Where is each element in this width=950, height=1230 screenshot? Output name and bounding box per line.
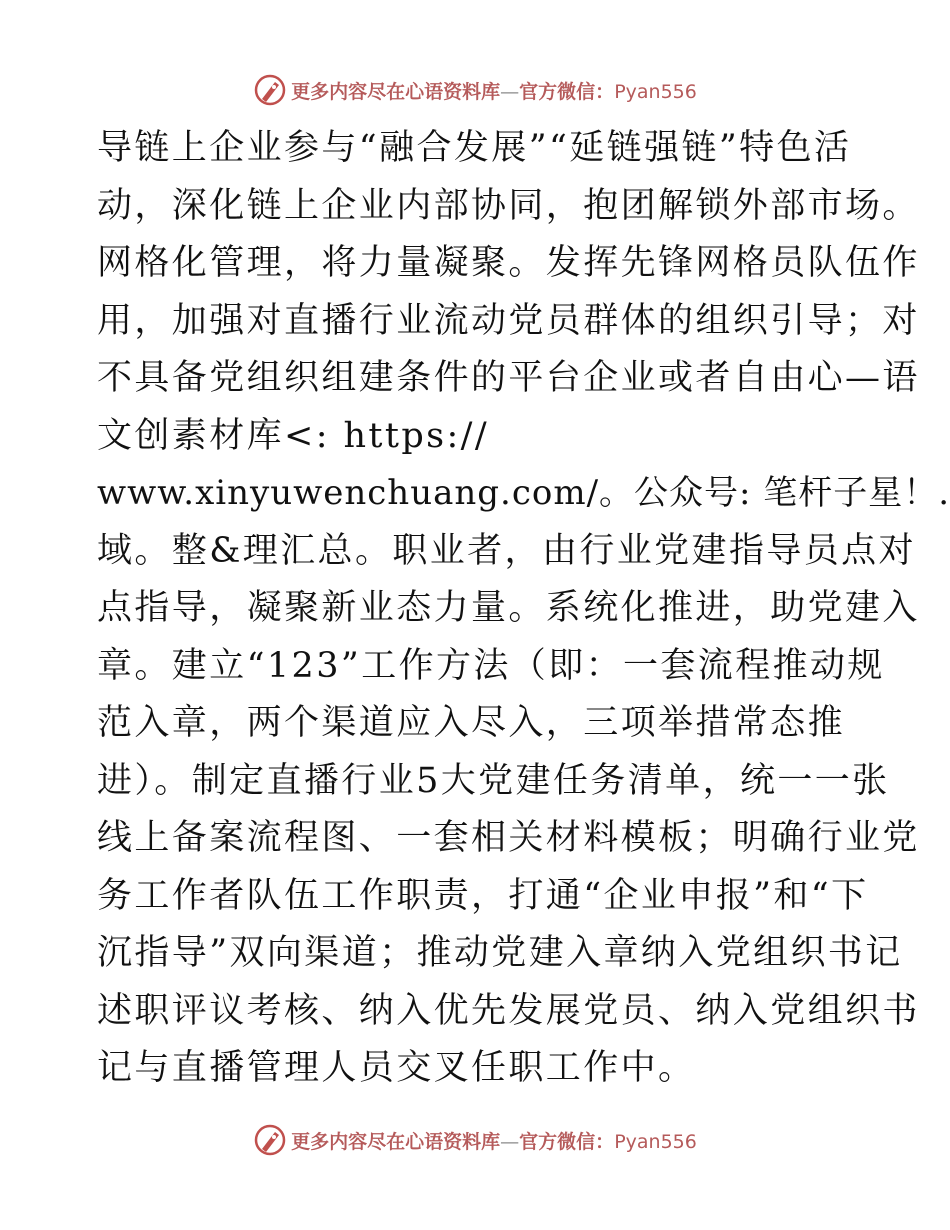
text-line: 动，深化链上企业内部协同，抱团解锁外部市场。 bbox=[97, 185, 920, 226]
pen-logo-icon bbox=[253, 1123, 287, 1157]
text-line: 线上备案流程图、一套相关材料模板；明确行业党 bbox=[97, 818, 920, 858]
wechat-id: Pyan556 bbox=[614, 1130, 697, 1153]
header-banner bbox=[0, 70, 950, 110]
text-line: 文创素材库<: https:// bbox=[97, 415, 490, 456]
text-line: 进）。制定直播行业5大党建任务清单，统一一张 bbox=[97, 760, 890, 801]
text-line: 述职评议考核、纳入优先发展党员、纳入党组织书 bbox=[97, 990, 920, 1031]
header-banner-text: 更多内容尽在心语资料库—官方微信：Pyan556 bbox=[291, 80, 697, 103]
text-line: 沉指导”双向渠道；推动党建入章纳入党组织书记 bbox=[97, 933, 903, 973]
footer-banner-text: 更多内容尽在心语资料库—官方微信：Pyan556 bbox=[291, 1130, 697, 1153]
text-line: 域。整&理汇总。职业者，由行业党建指导员点对 bbox=[97, 530, 916, 571]
text-line: 用，加强对直播行业流动党员群体的组织引导；对 bbox=[97, 300, 920, 341]
pen-logo-icon bbox=[253, 73, 287, 107]
text-line: 范入章，两个渠道应入尽入，三项举措常态推 bbox=[97, 703, 846, 743]
text-line: 导链上企业参与“融合发展”“延链强链”特色活 bbox=[97, 128, 852, 168]
text-line: 章。建立“123”工作方法（即：一套流程推动规 bbox=[97, 645, 885, 686]
footer-banner bbox=[0, 1120, 950, 1160]
text-line: 点指导，凝聚新业态力量。系统化推进，助党建入 bbox=[97, 588, 920, 628]
text-line: 记与直播管理人员交叉任职工作中。 bbox=[97, 1048, 696, 1088]
text-line: 务工作者队伍工作职责，打通“企业申报”和“下 bbox=[97, 875, 869, 916]
text-line: 不具备党组织组建条件的平台企业或者自由心—语 bbox=[97, 358, 920, 398]
wechat-id: Pyan556 bbox=[614, 80, 697, 103]
document-body bbox=[97, 120, 950, 1098]
text-line-url: www.xinyuwenchuang.com/。公众号: 笔杆子星！. bbox=[97, 473, 950, 513]
text-line: 网格化管理，将力量凝聚。发挥先锋网格员队伍作 bbox=[97, 243, 920, 283]
